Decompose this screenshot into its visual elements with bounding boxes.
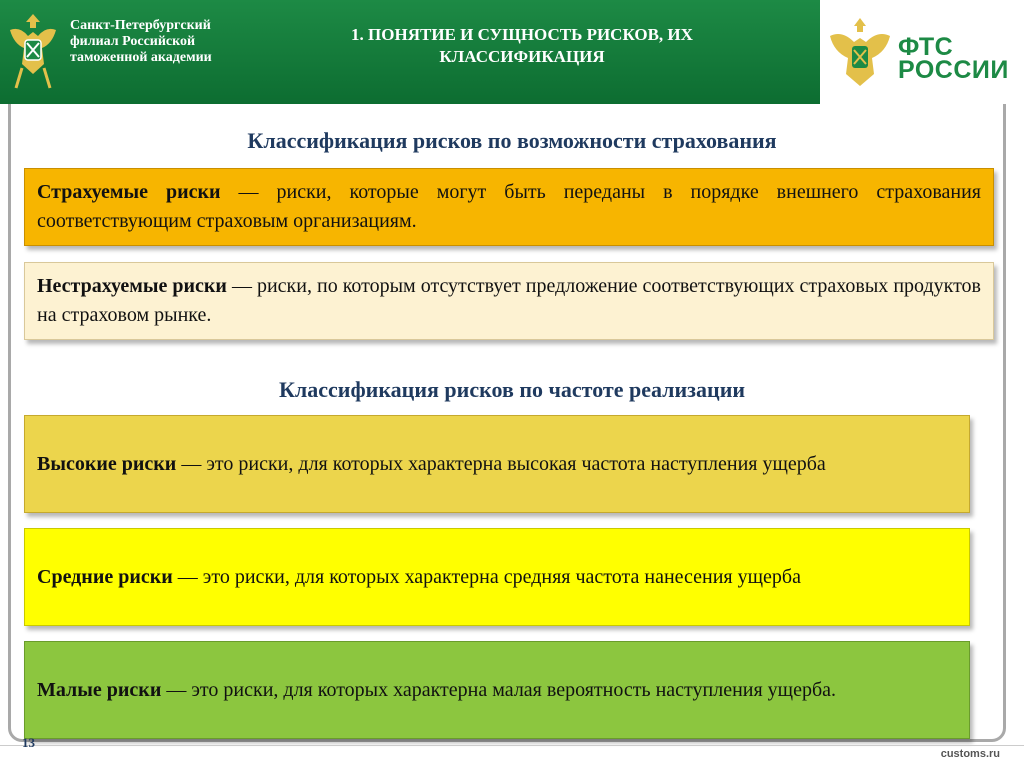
eagle-emblem-icon — [6, 8, 60, 92]
academy-name-line: таможенной академии — [70, 50, 212, 65]
page-title — [282, 24, 762, 68]
fts-logo-line: ФТС — [898, 33, 954, 61]
high-risks-box — [24, 415, 970, 513]
header-bar — [0, 0, 820, 104]
box-definition: — это риски, для которых характерна малая вероятность наступления ущерба. — [161, 678, 837, 701]
box-text — [37, 272, 981, 330]
fts-logo-line: РОССИИ — [898, 56, 1009, 84]
page-title-line: 1. ПОНЯТИЕ И СУЩНОСТЬ РИСКОВ, ИХ — [351, 25, 693, 44]
box-definition: — риски, которые могут быть переданы в порядке внешнего страхования соответствующим страховым организациям. — [37, 181, 982, 232]
box-text — [37, 178, 981, 236]
section-heading: Классификация рисков по частоте реализации — [278, 377, 746, 402]
medium-risks-box — [24, 528, 970, 626]
box-text — [37, 450, 957, 479]
page-number: 13 — [22, 735, 35, 750]
low-risks-box — [24, 641, 970, 739]
box-definition: — это риски, для которых характерна высокая частота наступления ущерба — [176, 452, 826, 475]
fts-logo — [898, 33, 1009, 84]
uninsurable-risks-box — [24, 262, 994, 340]
footer-divider — [0, 745, 1024, 746]
academy-name-line: Санкт-Петербургский — [70, 18, 211, 33]
box-term: Высокие риски — [37, 452, 177, 475]
fts-eagle-icon — [828, 16, 892, 92]
box-definition: — это риски, для которых характерна средняя частота нанесения ущерба — [172, 565, 801, 588]
academy-name — [70, 18, 260, 66]
footer-site-link[interactable]: customs.ru — [940, 748, 1000, 760]
page-title-line: КЛАССИФИКАЦИЯ — [439, 47, 605, 66]
box-term: Малые риски — [37, 678, 162, 701]
academy-name-line: филиал Российской — [70, 34, 196, 49]
box-term: Страхуемые риски — [37, 181, 221, 203]
box-text — [37, 676, 957, 705]
box-term: Нестрахуемые риски — [37, 275, 227, 297]
insurable-risks-box — [24, 168, 994, 246]
section-heading: Классификация рисков по возможности страхования — [247, 128, 777, 153]
slide-frame — [8, 8, 1006, 742]
box-definition: — риски, по которым отсутствует предложение соответствующих страховых продуктов на страховом рынке. — [37, 275, 981, 326]
box-term: Средние риски — [37, 565, 173, 588]
box-text — [37, 563, 957, 592]
